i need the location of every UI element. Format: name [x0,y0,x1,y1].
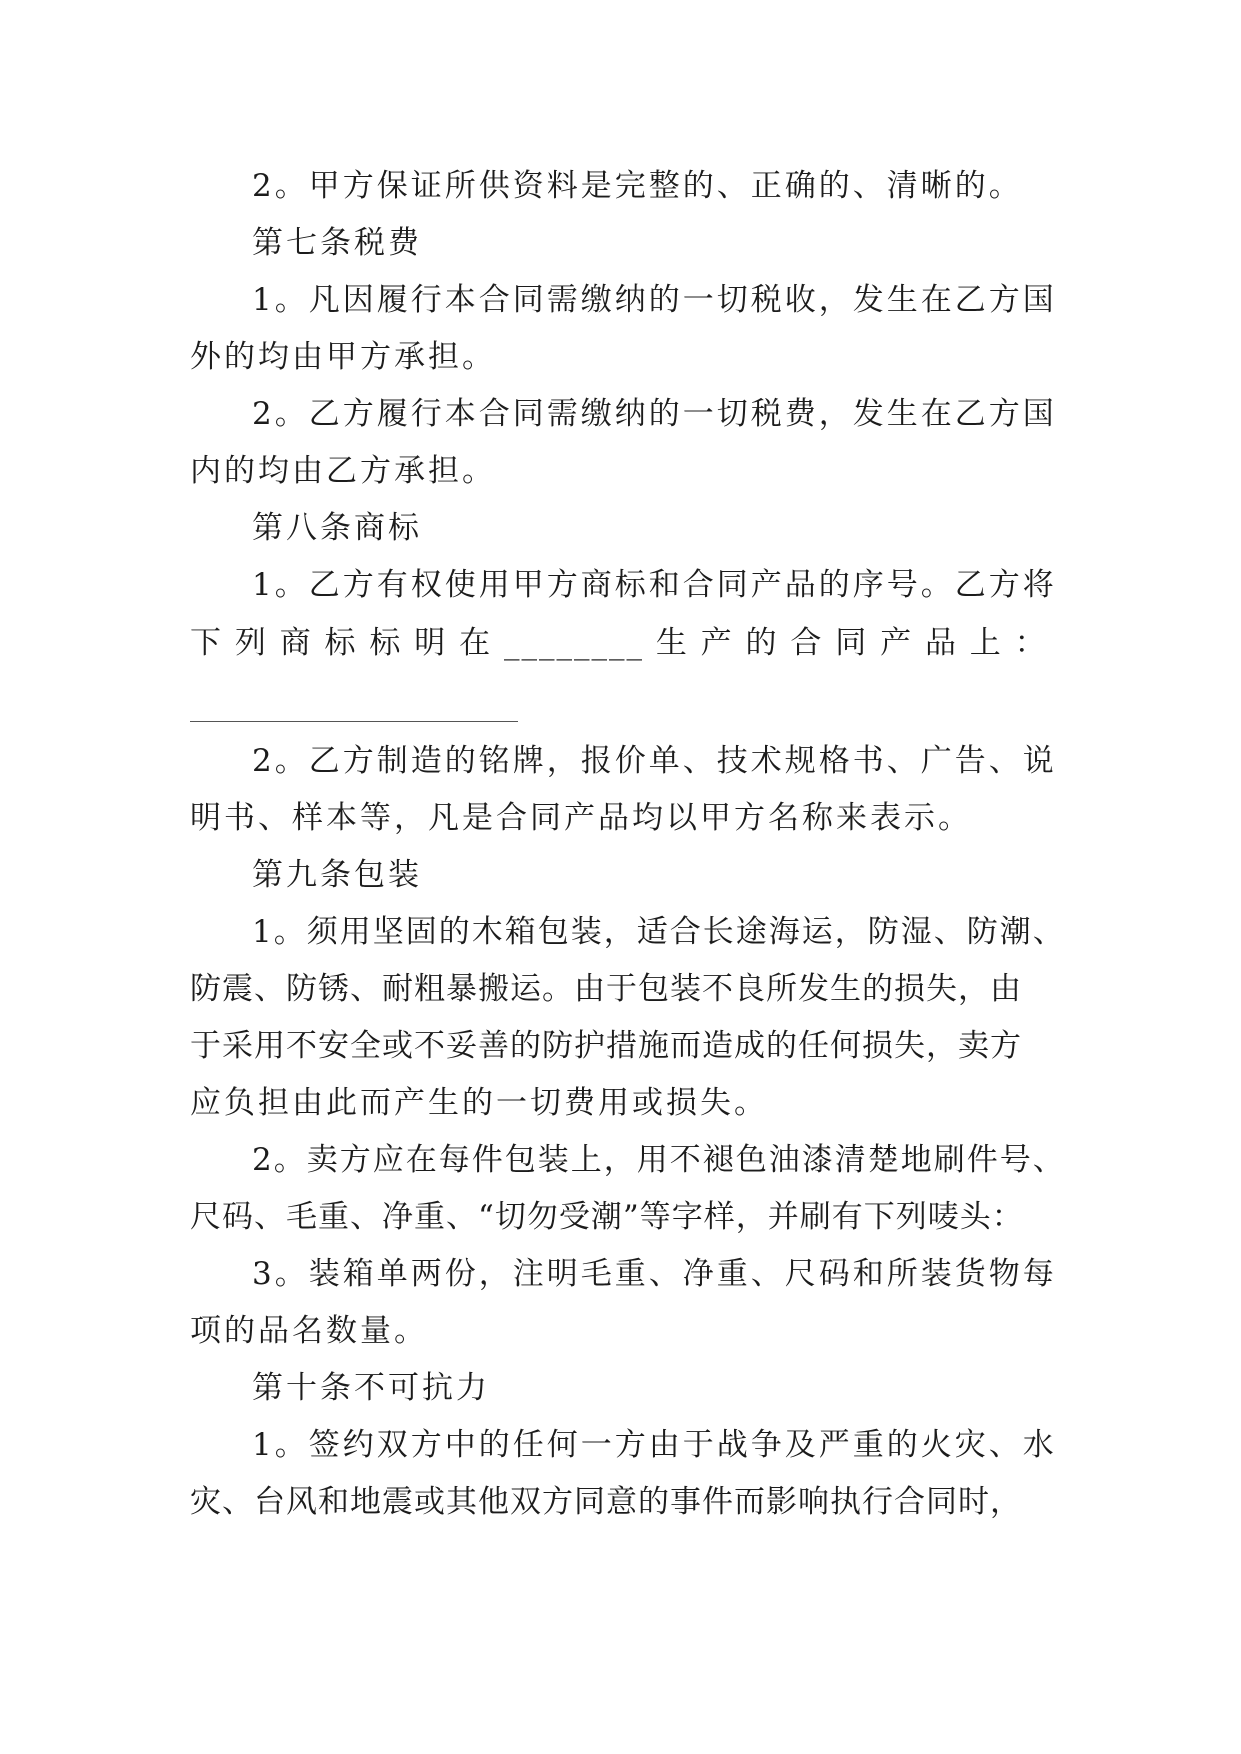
clause-9-item-2-line-2: 尺码、毛重、净重、“切勿受潮”等字样，并刷有下列唛头： [190,1199,1024,1235]
clause-9-item-3-line-2: 项的品名数量。 [190,1313,428,1349]
clause-7-item-1-line-1: 1。凡因履行本合同需缴纳的一切税收，发生在乙方国 [252,282,1057,318]
clause-9-item-1-line-1: 1。须用坚固的木箱包装，适合长途海运，防湿、防潮、 [252,914,1066,950]
clause-7-item-1-line-2: 外的均由甲方承担。 [190,339,496,375]
article-7-heading: 第七条税费 [252,225,422,261]
article-8-heading: 第八条商标 [252,510,422,546]
article-9-heading: 第九条包装 [252,857,422,893]
clause-10-item-1-line-1: 1。签约双方中的任何一方由于战争及严重的火灾、水 [252,1427,1057,1463]
clause-9-item-1-line-2: 防震、防锈、耐粗暴搬运。由于包装不良所发生的损失，由 [190,971,1022,1007]
clause-8-item-2-line-1: 2。乙方制造的铭牌，报价单、技术规格书、广告、说 [252,743,1057,779]
clause-7-item-2-line-2: 内的均由乙方承担。 [190,453,496,489]
clause-6-item-2: 2。甲方保证所供资料是完整的、正确的、清晰的。 [252,168,1023,204]
clause-10-item-1-line-2: 灾、台风和地震或其他双方同意的事件而影响执行合同时， [190,1484,1022,1520]
clause-9-item-3-line-1: 3。装箱单两份，注明毛重、净重、尺码和所装货物每 [252,1256,1057,1292]
clause-8-item-1-line-2: 下 列 商 标 标 明 在 ________ 生 产 的 合 同 产 品 上 ： [190,625,1048,661]
clause-9-item-2-line-1: 2。卖方应在每件包装上，用不褪色油漆清楚地刷件号、 [252,1142,1066,1178]
clause-8-item-2-line-2: 明书、样本等，凡是合同产品均以甲方名称来表示。 [190,800,972,836]
blank-fill-line [190,721,518,722]
clause-9-item-1-line-3: 于采用不安全或不妥善的防护措施而造成的任何损失，卖方 [190,1028,1022,1064]
article-10-heading: 第十条不可抗力 [252,1370,490,1406]
clause-8-item-1-line-1: 1。乙方有权使用甲方商标和合同产品的序号。乙方将 [252,567,1057,603]
clause-7-item-2-line-1: 2。乙方履行本合同需缴纳的一切税费，发生在乙方国 [252,396,1057,432]
clause-9-item-1-line-4: 应负担由此而产生的一切费用或损失。 [190,1085,768,1121]
